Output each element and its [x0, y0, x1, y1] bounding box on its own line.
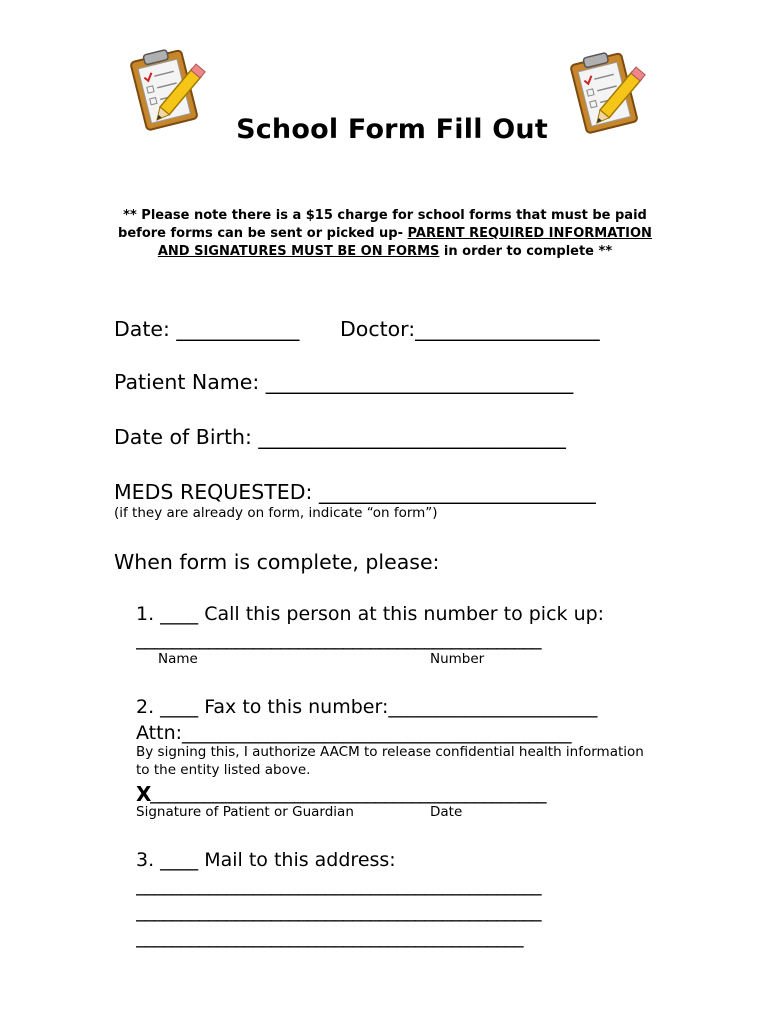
number-label: Number: [430, 651, 485, 667]
patient-name-field[interactable]: Patient Name: ______________________________: [114, 370, 574, 394]
address-line[interactable]: _____________________________________________: [136, 900, 541, 922]
call-contact-line[interactable]: _____________________________________________: [136, 628, 541, 650]
authorization-text-2: to the entity listed above.: [136, 762, 311, 778]
notice-text: ** Please note there is a $15 charge for school forms that must be paid before forms can be sent or picked up-: [118, 208, 647, 241]
attn-field[interactable]: Attn:_________________________________________: [136, 722, 572, 744]
date-field[interactable]: Date: ____________: [114, 317, 300, 341]
signature-line[interactable]: ____________________________________________: [150, 782, 546, 804]
option-call[interactable]: 1. ____ Call this person at this number to pick up:: [136, 603, 605, 625]
address-line[interactable]: ___________________________________________: [136, 926, 523, 948]
address-line[interactable]: _____________________________________________: [136, 874, 541, 896]
page-title: School Form Fill Out: [236, 114, 548, 145]
meds-requested-field[interactable]: MEDS REQUESTED: ___________________________: [114, 480, 596, 504]
notice-text-end: in order to complete **: [439, 244, 613, 259]
option-fax[interactable]: 2. ____ Fax to this number:______________________: [136, 696, 598, 718]
doctor-field[interactable]: Doctor:__________________: [340, 317, 600, 341]
date-of-birth-field[interactable]: Date of Birth: ______________________________: [114, 425, 566, 449]
charge-notice: [100, 207, 670, 261]
signature-label: Signature of Patient or Guardian: [136, 804, 354, 820]
instructions-heading: When form is complete, please:: [114, 550, 440, 574]
name-label: Name: [158, 651, 198, 667]
meds-hint: (if they are already on form, indicate “on form”): [114, 505, 438, 521]
authorization-text-1: By signing this, I authorize AACM to release confidential health information: [136, 744, 644, 760]
signature-date-label: Date: [430, 804, 463, 820]
notice-underlined-text: PARENT REQUIRED INFORMATION AND SIGNATURES MUST BE ON FORMS: [157, 226, 652, 259]
signature-x-mark: X: [136, 782, 152, 806]
option-mail[interactable]: 3. ____ Mail to this address:: [136, 849, 396, 871]
